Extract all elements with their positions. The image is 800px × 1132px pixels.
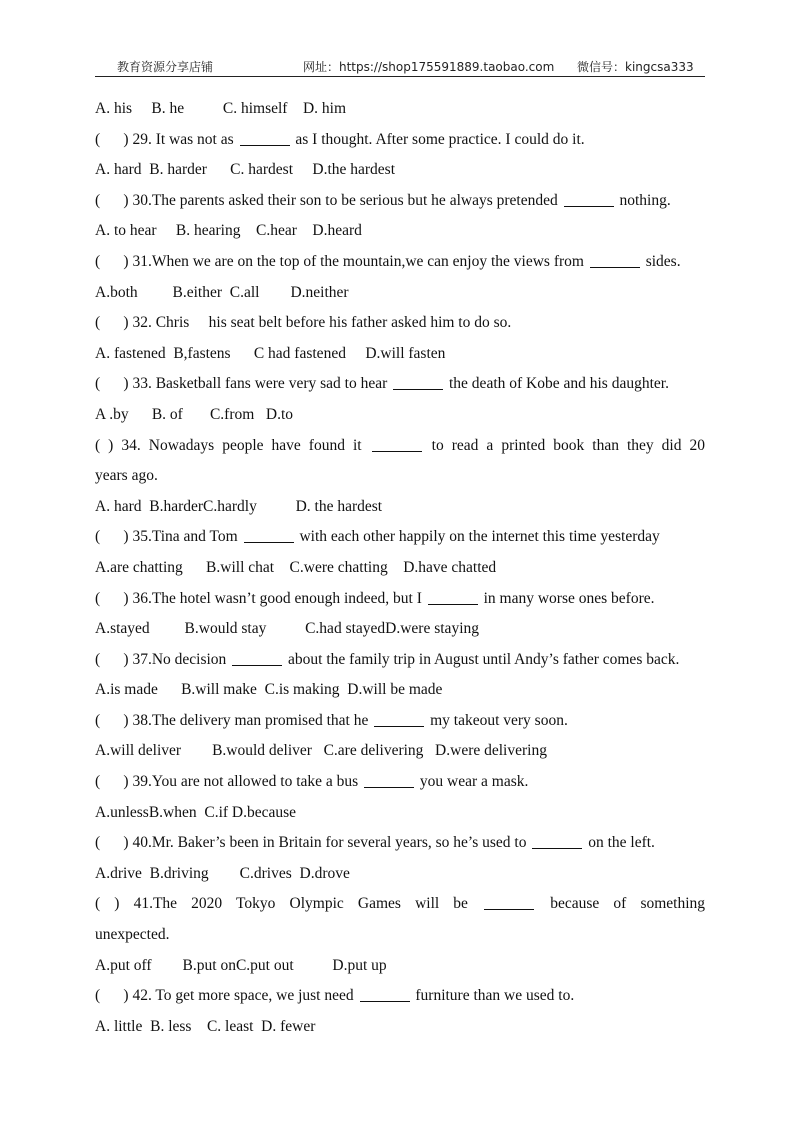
- answer-blank: [360, 985, 410, 1002]
- line-text: A.drive B.driving C.drives D.drove: [95, 864, 350, 882]
- line-text: A.put off B.put onC.put out D.put up: [95, 956, 387, 974]
- line-text: A. fastened B,fastens C had fastened D.will fasten: [95, 344, 446, 362]
- answer-blank: [240, 129, 290, 146]
- answer-blank: [244, 526, 294, 543]
- header-wechat: 微信号：kingcsa333: [577, 60, 694, 74]
- line-text: ( ) 36.The hotel wasn’t good enough indeed, but I: [95, 589, 422, 607]
- line-text: A.will deliver B.would deliver C.are delivering D.were delivering: [95, 742, 547, 760]
- line-text-after-blank: about the family trip in August until Andy’s father comes back.: [288, 650, 680, 668]
- line-text: A. to hear B. hearing C.hear D.heard: [95, 222, 362, 240]
- line-text: ( ) 40.Mr. Baker’s been in Britain for several years, so he’s used to: [95, 834, 527, 852]
- line-text: A .by B. of C.from D.to: [95, 405, 294, 423]
- text-line: [95, 614, 705, 645]
- answer-blank: [532, 832, 582, 849]
- text-line: [95, 859, 705, 890]
- text-line: [95, 675, 705, 706]
- text-line: [95, 920, 705, 951]
- text-line: [95, 706, 705, 737]
- line-text-after-blank: sides.: [645, 252, 681, 270]
- answer-blank: [428, 588, 478, 605]
- line-text: unexpected.: [95, 926, 170, 944]
- text-line: [95, 339, 705, 370]
- line-text: ( ) 41.The 2020 Tokyo Olympic Games will be: [95, 895, 468, 913]
- line-text-after-blank: in many worse ones before.: [483, 589, 655, 607]
- line-text-after-blank: with each other happily on the internet this time yesterday: [299, 528, 660, 546]
- line-text: A.unlessB.when C.if D.because: [95, 803, 297, 821]
- line-text: A.are chatting B.will chat C.were chatting D.have chatted: [95, 558, 497, 576]
- header-shop-name: 教育资源分享店铺: [117, 60, 214, 74]
- text-line: [95, 278, 705, 309]
- line-text: ( ) 33. Basketball fans were very sad to hear: [95, 375, 388, 393]
- line-text-after-blank: you wear a mask.: [419, 773, 529, 791]
- line-text: A. hard B. harder C. hardest D.the hardest: [95, 161, 396, 179]
- text-line: [95, 216, 705, 247]
- line-text-after-blank: nothing.: [619, 191, 671, 209]
- line-text-after-blank: furniture than we used to.: [415, 987, 575, 1005]
- answer-blank: [364, 771, 414, 788]
- line-text: ( ) 34. Nowadays people have found it: [95, 436, 362, 454]
- line-text: A. his B. he C. himself D. him: [95, 100, 347, 117]
- answer-blank: [484, 893, 534, 910]
- text-line: [95, 767, 705, 798]
- answer-blank: [232, 649, 282, 666]
- line-text-after-blank: to read a printed book than they did 20: [431, 436, 705, 454]
- line-text-after-blank: the death of Kobe and his daughter.: [449, 375, 669, 393]
- text-line: [95, 431, 705, 462]
- text-line: [95, 522, 705, 553]
- answer-blank: [564, 190, 614, 207]
- line-text-after-blank: because of something: [550, 895, 705, 913]
- text-line: [95, 492, 705, 523]
- text-line: [95, 400, 705, 431]
- answer-blank: [393, 373, 443, 390]
- line-text: ( ) 35.Tina and Tom: [95, 528, 238, 546]
- text-line: [95, 1012, 705, 1043]
- line-text-after-blank: my takeout very soon.: [430, 711, 568, 729]
- line-text: A.is made B.will make C.is making D.will be made: [95, 681, 443, 699]
- text-line: [95, 308, 705, 339]
- line-text: years ago.: [95, 467, 158, 485]
- text-line: [95, 247, 705, 278]
- answer-blank: [374, 710, 424, 727]
- text-line: [95, 828, 705, 859]
- text-line: [95, 889, 705, 920]
- line-text-after-blank: on the left.: [588, 834, 655, 852]
- text-line: [95, 736, 705, 767]
- line-text: A. little B. less C. least D. fewer: [95, 1017, 316, 1035]
- text-line: [95, 951, 705, 982]
- text-line: [95, 553, 705, 584]
- question-list: [95, 94, 705, 1042]
- line-text-after-blank: as I thought. After some practice. I could do it.: [295, 130, 585, 148]
- page-header: [95, 56, 705, 77]
- line-text: A.stayed B.would stay C.had stayedD.were staying: [95, 620, 479, 638]
- text-line: [95, 369, 705, 400]
- header-url: 网址：https://shop175591889.taobao.com: [303, 60, 555, 74]
- line-text: ( ) 39.You are not allowed to take a bus: [95, 773, 359, 791]
- line-text: A. hard B.harderC.hardly D. the hardest: [95, 497, 383, 515]
- text-line: [95, 155, 705, 186]
- text-line: [95, 94, 705, 125]
- line-text: ( ) 37.No decision: [95, 650, 227, 668]
- line-text: ( ) 42. To get more space, we just need: [95, 987, 354, 1005]
- line-text: ( ) 38.The delivery man promised that he: [95, 711, 369, 729]
- line-text: ( ) 30.The parents asked their son to be serious but he always pretended: [95, 191, 558, 209]
- line-text: ( ) 32. Chris his seat belt before his father asked him to do so.: [95, 314, 512, 332]
- answer-blank: [590, 251, 640, 268]
- text-line: [95, 125, 705, 156]
- text-line: [95, 461, 705, 492]
- text-line: [95, 798, 705, 829]
- line-text: ( ) 29. It was not as: [95, 130, 234, 148]
- answer-blank: [372, 435, 422, 452]
- text-line: [95, 186, 705, 217]
- line-text: ( ) 31.When we are on the top of the mountain,we can enjoy the views from: [95, 252, 584, 270]
- text-line: [95, 645, 705, 676]
- text-line: [95, 584, 705, 615]
- line-text: A.both B.either C.all D.neither: [95, 283, 349, 301]
- text-line: [95, 981, 705, 1012]
